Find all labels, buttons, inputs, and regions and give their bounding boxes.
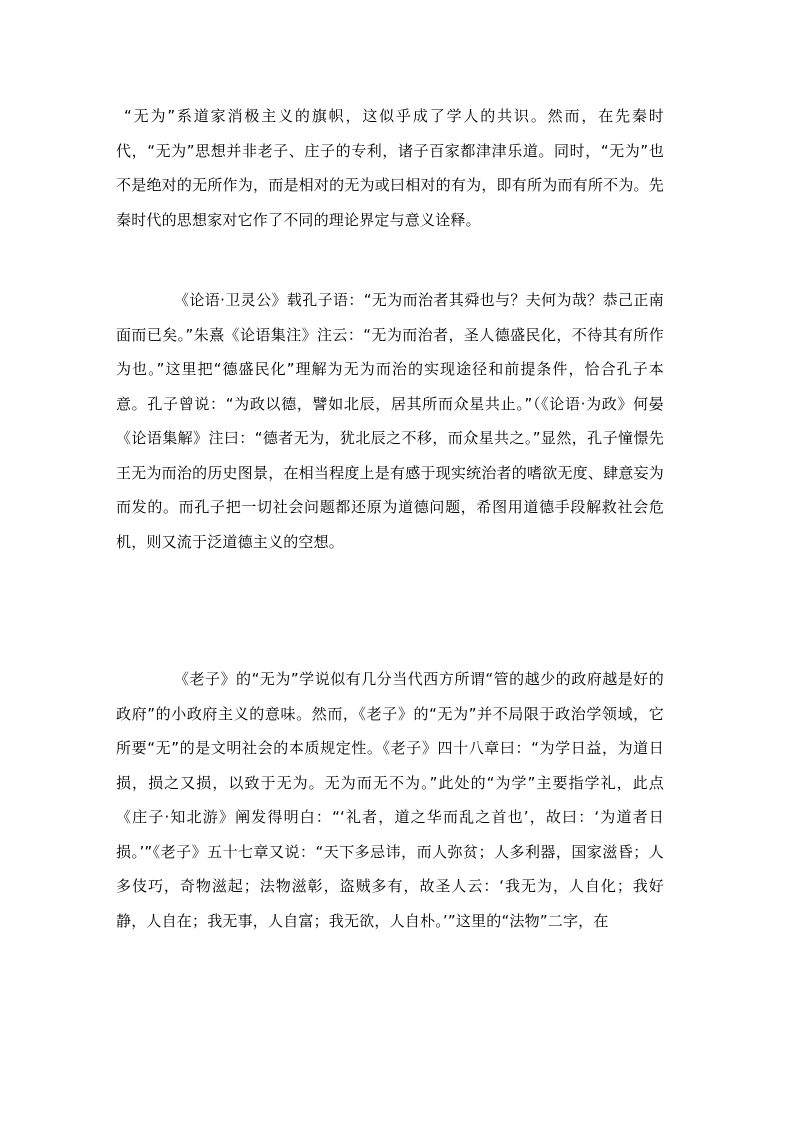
paragraph-3: 《老子》的“无为”学说似有几分当代西方所谓“管的越少的政府越是好的政府”的小政府主义的意味。然而，《老子》的“无为”并不局限于政治学领域，它所要“无”的是文明社会的本质规定性。《老子》四十八章曰：“为学日益，为道日损，损之又损，以致于无为。无为而无不为。”此处的“为学”主要指学礼，此点《庄子·知北游》阐发得明白：“‘礼者，道之华而乱之首也’，故曰：‘为道者日损。’”《老子》五十七章又说：“天下多忌讳，而人弥贫；人多利器，国家滋昏；人多伎巧，奇物滋起；法物滋彰，盗贼多有，故圣人云：‘我无为，人自化；我好静，人自在；我无事，人自富；我无欲，人自朴。’”这里的“法物”二字，在	[116, 670, 664, 930]
paragraph-1: “无为”系道家消极主义的旗帜，这似乎成了学人的共识。然而，在先秦时代，“无为”思想并非老子、庄子的专利，诸子百家都津津乐道。同时，“无为”也不是绝对的无所作为，而是相对的无为或曰相对的有为，即有所为而有所不为。先秦时代的思想家对它作了不同的理论界定与意义诠释。	[116, 107, 664, 229]
paragraph-2: 《论语·卫灵公》载孔子语：“无为而治者其舜也与？夫何为哉？恭己正南面而已矣。”朱熹《论语集注》注云：“无为而治者，圣人德盛民化，不待其有所作为也。”这里把“德盛民化”理解为无为而治的实现途径和前提条件，恰合孔子本意。孔子曾说：“为政以德，譬如北辰，居其所而众星共止。”（《论语·为政》何晏《论语集解》注曰：“德者无为，犹北辰之不移，而众星共之。”显然，孔子憧憬先王无为而治的历史图景，在相当程度上是有感于现实统治者的嗜欲无度、肆意妄为而发的。而孔子把一切社会问题都还原为道德问题，希图用道德手段解救社会危机，则又流于泛道德主义的空想。	[116, 291, 664, 551]
